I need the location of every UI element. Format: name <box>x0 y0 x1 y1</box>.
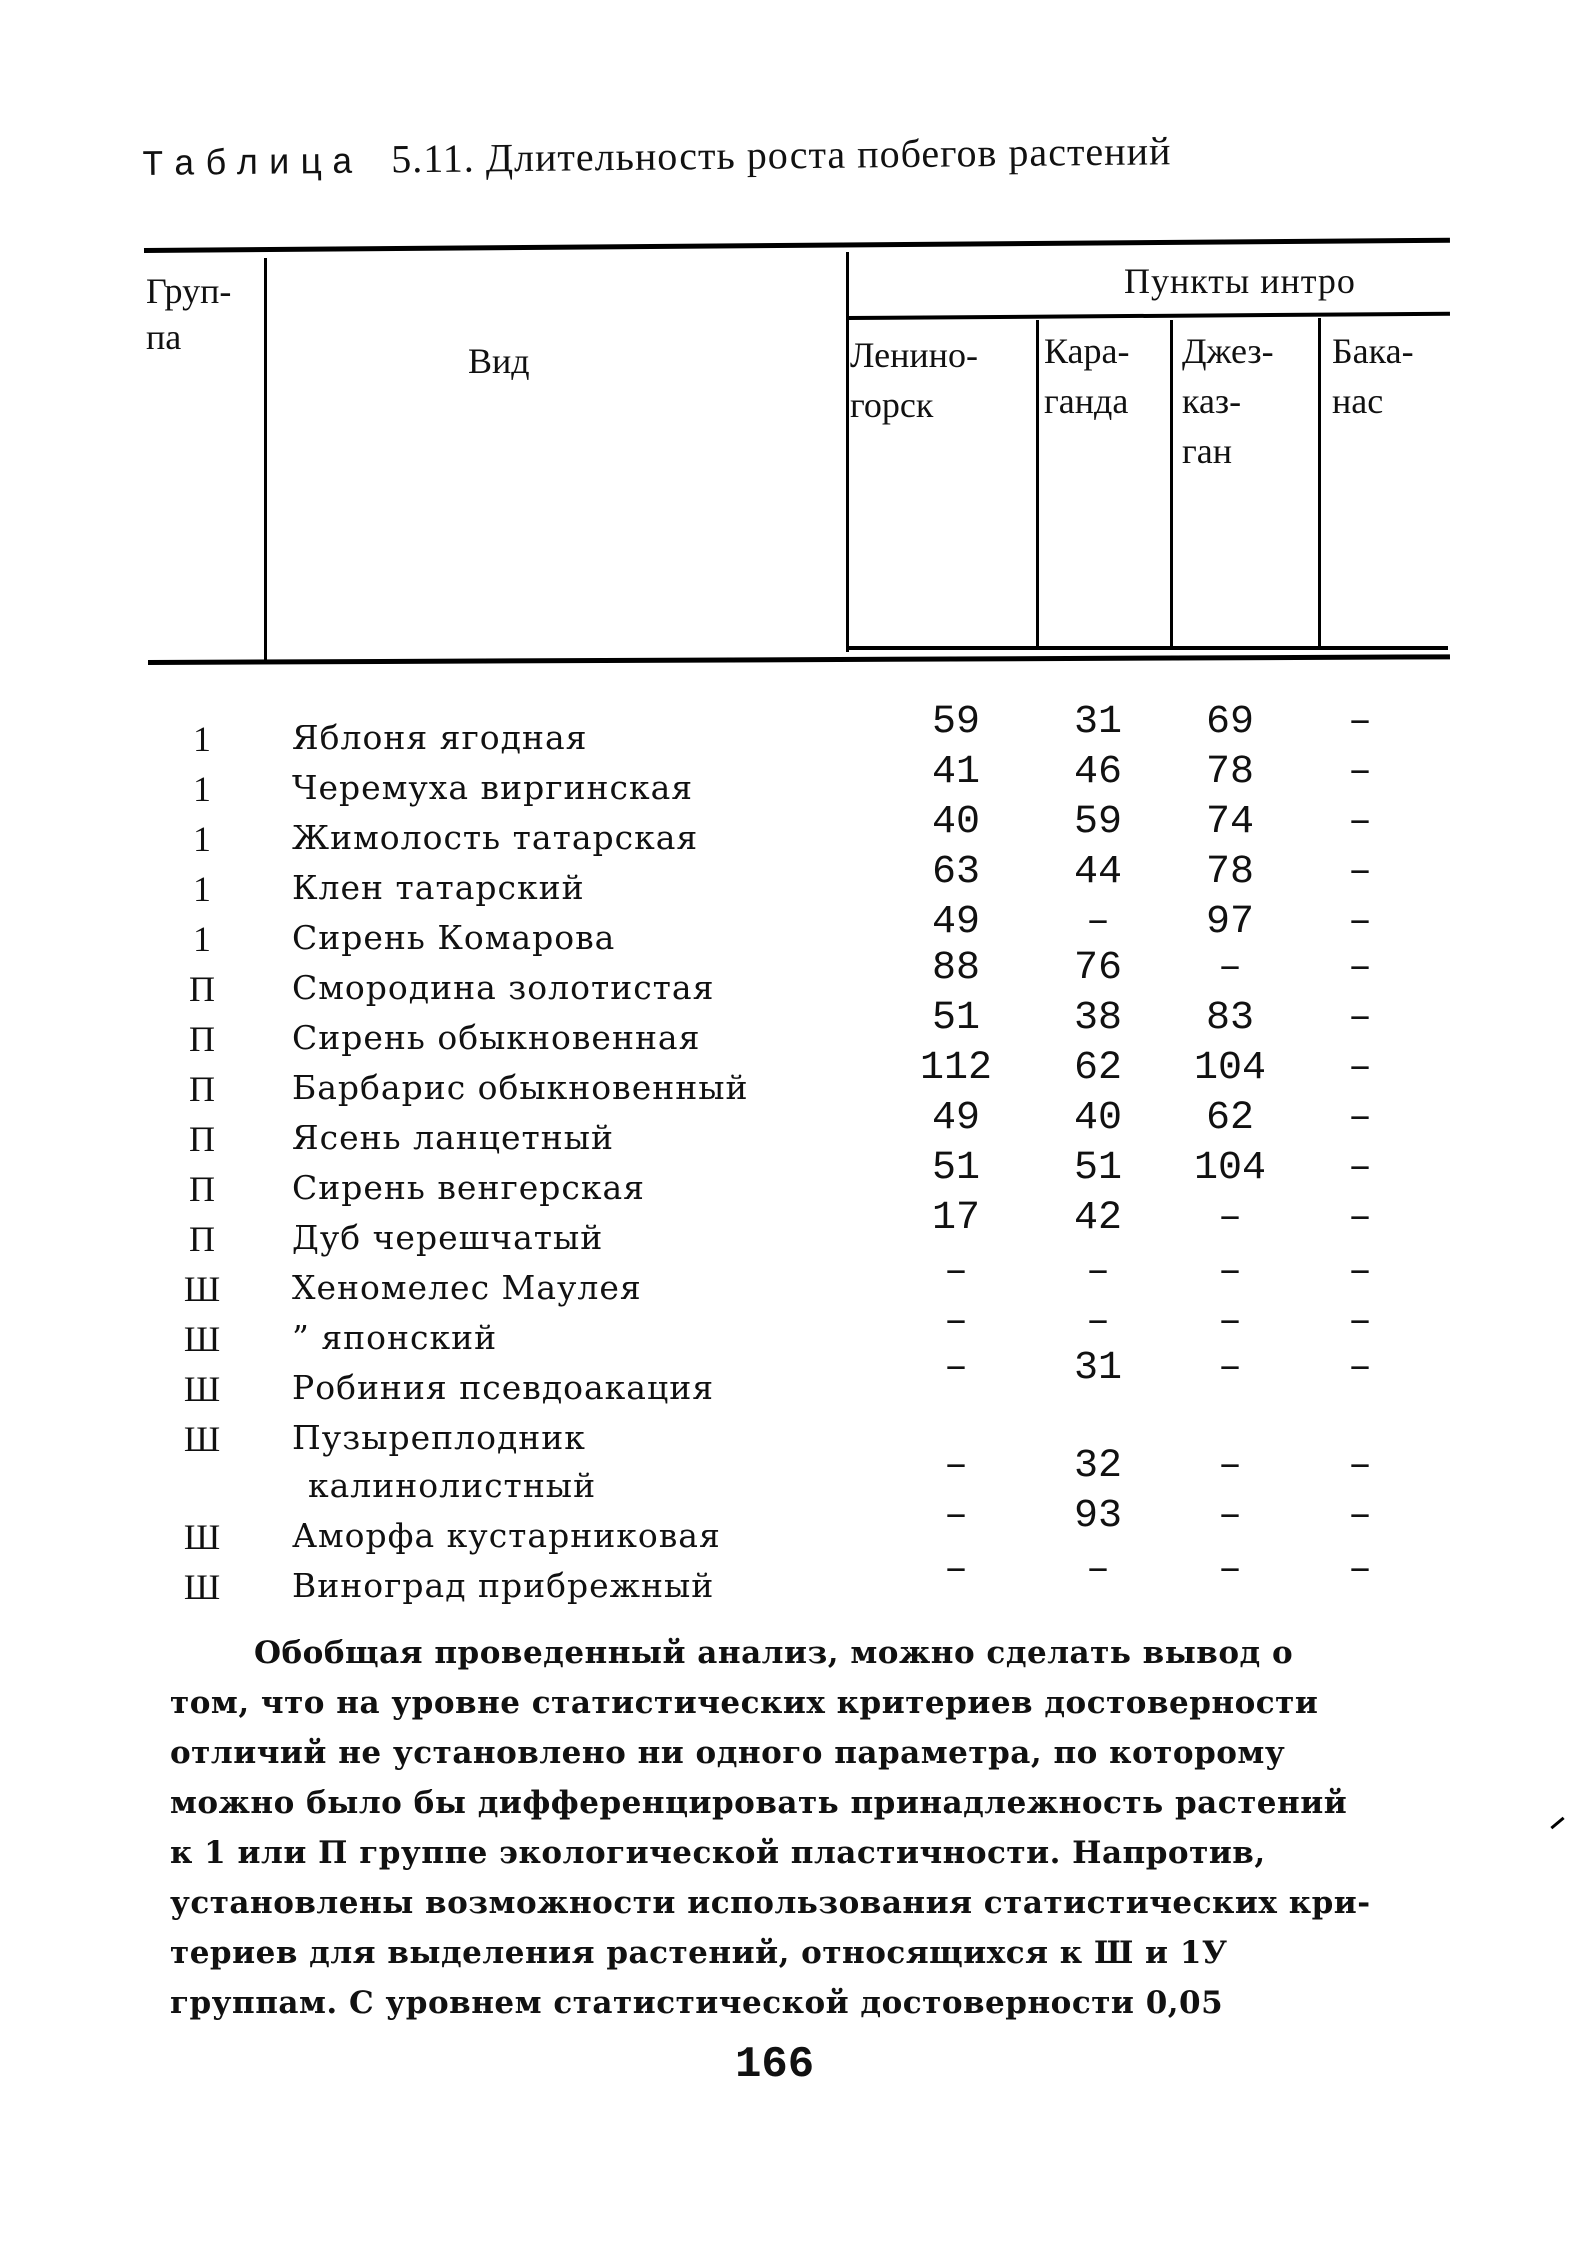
dzhezkazgan-cell: 69 <box>1205 700 1254 745</box>
group-cell: П <box>189 1119 215 1159</box>
leninogorsk-cell: 17 <box>931 1196 980 1241</box>
dzhezkazgan-cell: 78 <box>1205 750 1254 795</box>
species-cell: Сирень венгерская <box>292 1168 645 1207</box>
group-cell: П <box>189 969 215 1009</box>
bakanas-cell: – <box>1347 900 1372 945</box>
paragraph-line: том, что на уровне статистических критериев достоверности <box>170 1685 1319 1721</box>
dzhezkazgan-cell: – <box>1217 1548 1242 1593</box>
species-cell: Виноград прибрежный <box>292 1566 715 1605</box>
dzhezkazgan-cell: 97 <box>1205 900 1254 945</box>
karaganda-column-divider <box>1170 320 1173 650</box>
karaganda-cell: 76 <box>1073 946 1122 991</box>
group-column-divider <box>264 258 267 662</box>
table-label: Таблица <box>141 142 364 186</box>
leninogorsk-cell: – <box>943 1548 968 1593</box>
species-cell: Хеномелес Маулея <box>292 1268 642 1307</box>
species-column-divider <box>846 252 849 652</box>
dzhezkazgan-cell: – <box>1217 1346 1242 1391</box>
group-cell: 1 <box>193 719 211 759</box>
species-cell: Сирень Комарова <box>292 918 616 957</box>
header-bottom-rule <box>148 654 1450 665</box>
header-site-bakanas: Бака- нас <box>1332 331 1414 421</box>
dzhezkazgan-cell: 78 <box>1205 850 1254 895</box>
leninogorsk-cell: – <box>943 1250 968 1295</box>
karaganda-cell: 93 <box>1073 1494 1122 1539</box>
dzhezkazgan-cell: 74 <box>1205 800 1254 845</box>
species-cell: Робиния псевдоакация <box>292 1368 715 1407</box>
leninogorsk-cell: 49 <box>931 900 980 945</box>
karaganda-cell: 42 <box>1073 1196 1122 1241</box>
group-cell: 1 <box>193 919 211 959</box>
leninogorsk-cell: 41 <box>931 750 980 795</box>
bakanas-cell: – <box>1347 750 1372 795</box>
species-cell: Ясень ланцетный <box>292 1118 615 1157</box>
paragraph-line: отличий не установлено ни одного параметра, по которому <box>170 1735 1286 1771</box>
group-cell: Ш <box>183 1269 221 1309</box>
paragraph-line: установлены возможности использования статистических кри- <box>170 1885 1371 1921</box>
pen-mark <box>1550 1817 1564 1830</box>
dzhezkazgan-cell: – <box>1217 1196 1242 1241</box>
bakanas-cell: – <box>1347 1046 1372 1091</box>
paragraph-line: Обобщая проведенный анализ, можно сделать вывод о <box>254 1635 1294 1671</box>
species-cell: Яблоня ягодная <box>292 718 588 757</box>
karaganda-cell: 38 <box>1073 996 1122 1041</box>
paragraph-line: к 1 или П группе экологической пластичности. Напротив, <box>170 1835 1266 1871</box>
bakanas-cell: – <box>1347 1494 1372 1539</box>
leninogorsk-cell: 112 <box>919 1046 992 1091</box>
sites-subheader-rule <box>848 312 1450 320</box>
species-cell: Аморфа кустарниковая <box>292 1516 721 1555</box>
header-site-leninogorsk: Ленино- горск <box>850 335 978 425</box>
bakanas-cell: – <box>1347 1346 1372 1391</box>
species-cell: ” японский <box>292 1318 498 1357</box>
dzhezkazgan-cell: 104 <box>1193 1146 1266 1191</box>
leninogorsk-cell: 51 <box>931 996 980 1041</box>
karaganda-cell: 31 <box>1073 700 1122 745</box>
header-sites-group: Пункты интро <box>1124 261 1356 301</box>
group-cell: Ш <box>183 1319 221 1359</box>
karaganda-cell: 46 <box>1073 750 1122 795</box>
dzhezkazgan-cell: – <box>1217 1444 1242 1489</box>
group-cell: Ш <box>183 1517 221 1557</box>
bakanas-cell: – <box>1347 1096 1372 1141</box>
paragraph-line: группам. С уровнем статистической достоверности 0,05 <box>170 1985 1224 2021</box>
dzhezkazgan-column-divider <box>1318 318 1321 650</box>
bakanas-cell: – <box>1347 700 1372 745</box>
header-group: Груп- па <box>146 271 232 357</box>
leninogorsk-cell: 59 <box>931 700 980 745</box>
header-species: Вид <box>468 341 530 381</box>
karaganda-cell: – <box>1085 1300 1110 1345</box>
paragraph-line: териев для выделения растений, относящихся к Ш и 1У <box>170 1935 1228 1971</box>
group-cell: Ш <box>183 1567 221 1607</box>
karaganda-cell: 59 <box>1073 800 1122 845</box>
leninogorsk-cell: – <box>943 1494 968 1539</box>
dzhezkazgan-cell: – <box>1217 1300 1242 1345</box>
dzhezkazgan-cell: 83 <box>1205 996 1254 1041</box>
karaganda-cell: 32 <box>1073 1444 1122 1489</box>
karaganda-cell: 51 <box>1073 1146 1122 1191</box>
dzhezkazgan-cell: 62 <box>1205 1096 1254 1141</box>
table-row <box>0 1346 1596 1418</box>
karaganda-cell: 31 <box>1073 1346 1122 1391</box>
leninogorsk-column-divider <box>1036 320 1039 650</box>
body-paragraph <box>170 1628 1480 2028</box>
species-cell: Барбарис обыкновенный <box>292 1068 749 1107</box>
leninogorsk-cell: 40 <box>931 800 980 845</box>
leninogorsk-cell: 49 <box>931 1096 980 1141</box>
bakanas-cell: – <box>1347 800 1372 845</box>
dzhezkazgan-cell: 104 <box>1193 1046 1266 1091</box>
dzhezkazgan-cell: – <box>1217 1250 1242 1295</box>
bakanas-cell: – <box>1347 1250 1372 1295</box>
bakanas-cell: – <box>1347 1146 1372 1191</box>
group-cell: 1 <box>193 769 211 809</box>
species-cell: калинолистный <box>308 1466 597 1505</box>
species-cell: Клен татарский <box>292 868 585 907</box>
species-cell: Сирень обыкновенная <box>292 1018 701 1057</box>
karaganda-cell: 62 <box>1073 1046 1122 1091</box>
table-top-rule <box>144 238 1450 253</box>
karaganda-cell: – <box>1085 1548 1110 1593</box>
bakanas-cell: – <box>1347 946 1372 991</box>
page-number: 166 <box>735 2040 815 2090</box>
group-cell: П <box>189 1169 215 1209</box>
paragraph-line: можно было бы дифференцировать принадлежность растений <box>170 1785 1348 1821</box>
species-cell: Смородина золотистая <box>292 968 715 1007</box>
bakanas-cell: – <box>1347 1196 1372 1241</box>
leninogorsk-cell: – <box>943 1346 968 1391</box>
bakanas-cell: – <box>1347 850 1372 895</box>
species-cell: Жимолость татарская <box>292 818 699 857</box>
species-cell: Дуб черешчатый <box>292 1218 604 1257</box>
leninogorsk-cell: 88 <box>931 946 980 991</box>
header-site-karaganda: Кара- ганда <box>1044 331 1130 421</box>
karaganda-cell: – <box>1085 900 1110 945</box>
bakanas-cell: – <box>1347 1444 1372 1489</box>
leninogorsk-cell: – <box>943 1300 968 1345</box>
group-cell: П <box>189 1069 215 1109</box>
leninogorsk-cell: – <box>943 1444 968 1489</box>
table-caption: 5.11. Длительность роста побегов растений <box>390 128 1172 182</box>
bakanas-cell: – <box>1347 1300 1372 1345</box>
table-title <box>142 127 1172 186</box>
group-cell: П <box>189 1219 215 1259</box>
leninogorsk-cell: 63 <box>931 850 980 895</box>
species-cell: Черемуха виргинская <box>292 768 694 807</box>
table-row <box>0 1548 1596 1616</box>
dzhezkazgan-cell: – <box>1217 946 1242 991</box>
karaganda-cell: 44 <box>1073 850 1122 895</box>
bakanas-cell: – <box>1347 996 1372 1041</box>
karaganda-cell: 40 <box>1073 1096 1122 1141</box>
group-cell: Ш <box>183 1369 221 1409</box>
karaganda-cell: – <box>1085 1250 1110 1295</box>
dzhezkazgan-cell: – <box>1217 1494 1242 1539</box>
species-cell: Пузыреплодник <box>292 1418 586 1457</box>
leninogorsk-cell: 51 <box>931 1146 980 1191</box>
group-cell: П <box>189 1019 215 1059</box>
sites-bottom-rule <box>848 646 1448 650</box>
group-cell: 1 <box>193 869 211 909</box>
group-cell: 1 <box>193 819 211 859</box>
bakanas-cell: – <box>1347 1548 1372 1593</box>
group-cell: Ш <box>183 1419 221 1459</box>
header-site-dzhezkazgan: Джез- каз- ган <box>1182 331 1274 471</box>
